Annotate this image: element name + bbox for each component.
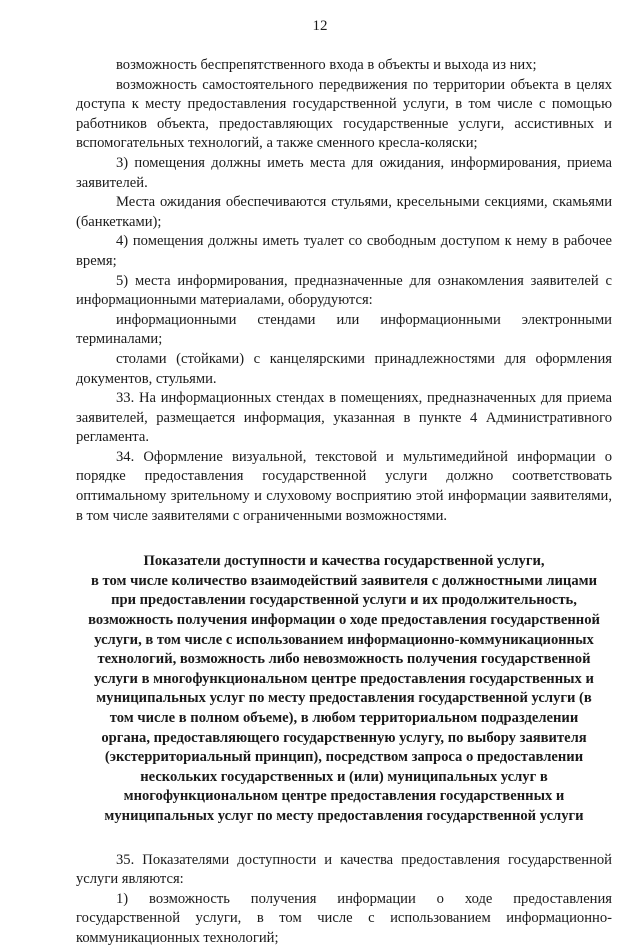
heading-line: органа, предоставляющего государственную услугу, по выбору заявителя — [101, 729, 587, 746]
paragraph: возможность беспрепятственного входа в объекты и выхода из них; — [116, 57, 537, 73]
paragraph: 34. Оформление визуальной, текстовой и мультимедийной информации о порядке предоставления государственной услуги должно соответствовать оптимальному зрительному и слуховому восприятию этой информации заявителями, в том числе заявителями с ограниченными возможностями. — [76, 448, 612, 524]
heading-line: при предоставлении государственной услуги и их продолжительность, — [111, 592, 577, 609]
heading-line: многофункциональном центре предоставления государственных и — [123, 788, 565, 805]
paragraph: 4) помещения должны иметь туалет со свободным доступом к нему в рабочее время; — [76, 233, 612, 269]
heading-line: муниципальных услуг по месту предоставления государственной услуги (в — [96, 690, 592, 707]
heading-line: в том числе количество взаимодействий заявителя с должностными лицами — [91, 572, 597, 589]
paragraph: 1) возможность получения информации о ходе предоставления государственной услуги, в том числе с использованием информационно-коммуникационных технологий; — [76, 890, 612, 946]
document-body — [76, 56, 612, 949]
heading-line: услуги в многофункциональном центре предоставления государственных и — [94, 670, 594, 687]
heading-line: муниципальных услуг по месту предоставления государственной услуги — [104, 807, 584, 824]
section-heading — [76, 552, 612, 826]
heading-line: Показатели доступности и качества государственной услуги, — [143, 553, 545, 570]
heading-line: (экстерриториальный принцип), посредством запроса о предоставлении — [104, 749, 584, 766]
heading-line: нескольких государственных и (или) муниципальных услуг в — [140, 768, 548, 785]
heading-line: том числе в полном объеме), в любом территориальном подразделении — [109, 710, 579, 726]
paragraph: 33. На информационных стендах в помещениях, предназначенных для приема заявителей, размещается информация, указанная в пункте 4 Административного регламента. — [76, 390, 612, 446]
heading-line: возможность получения информации о ходе предоставления государственной — [88, 612, 600, 629]
paragraph: 35. Показателями доступности и качества предоставления государственной услуги являются: — [76, 851, 612, 888]
paragraph: информационными стендами или информационными электронными терминалами; — [76, 311, 612, 348]
paragraph: столами (стойками) с канцелярскими принадлежностями для оформления документов, стульями. — [76, 350, 612, 387]
heading-line: технологий, возможность либо невозможность получения государственной — [97, 651, 591, 668]
paragraph: 3) помещения должны иметь места для ожидания, информирования, приема заявителей. — [76, 154, 612, 191]
heading-line: услуги, в том числе с использованием информационно-коммуникационных — [94, 631, 594, 648]
paragraph: 5) места информирования, предназначенные для ознакомления заявителей с информационными материалами, оборудуются: — [76, 272, 612, 309]
paragraph: возможность самостоятельного передвижения по территории объекта в целях доступа к месту предоставления государственной услуги, в том числе с помощью работников объекта, предоставляющих государственные услуги, ассистивных и вспомогательных технологий, а также сменного кресла-коляски; — [76, 76, 612, 152]
page-number: 12 — [312, 18, 328, 34]
paragraph: Места ожидания обеспечиваются стульями, кресельными секциями, скамьями (банкетками); — [76, 194, 612, 230]
